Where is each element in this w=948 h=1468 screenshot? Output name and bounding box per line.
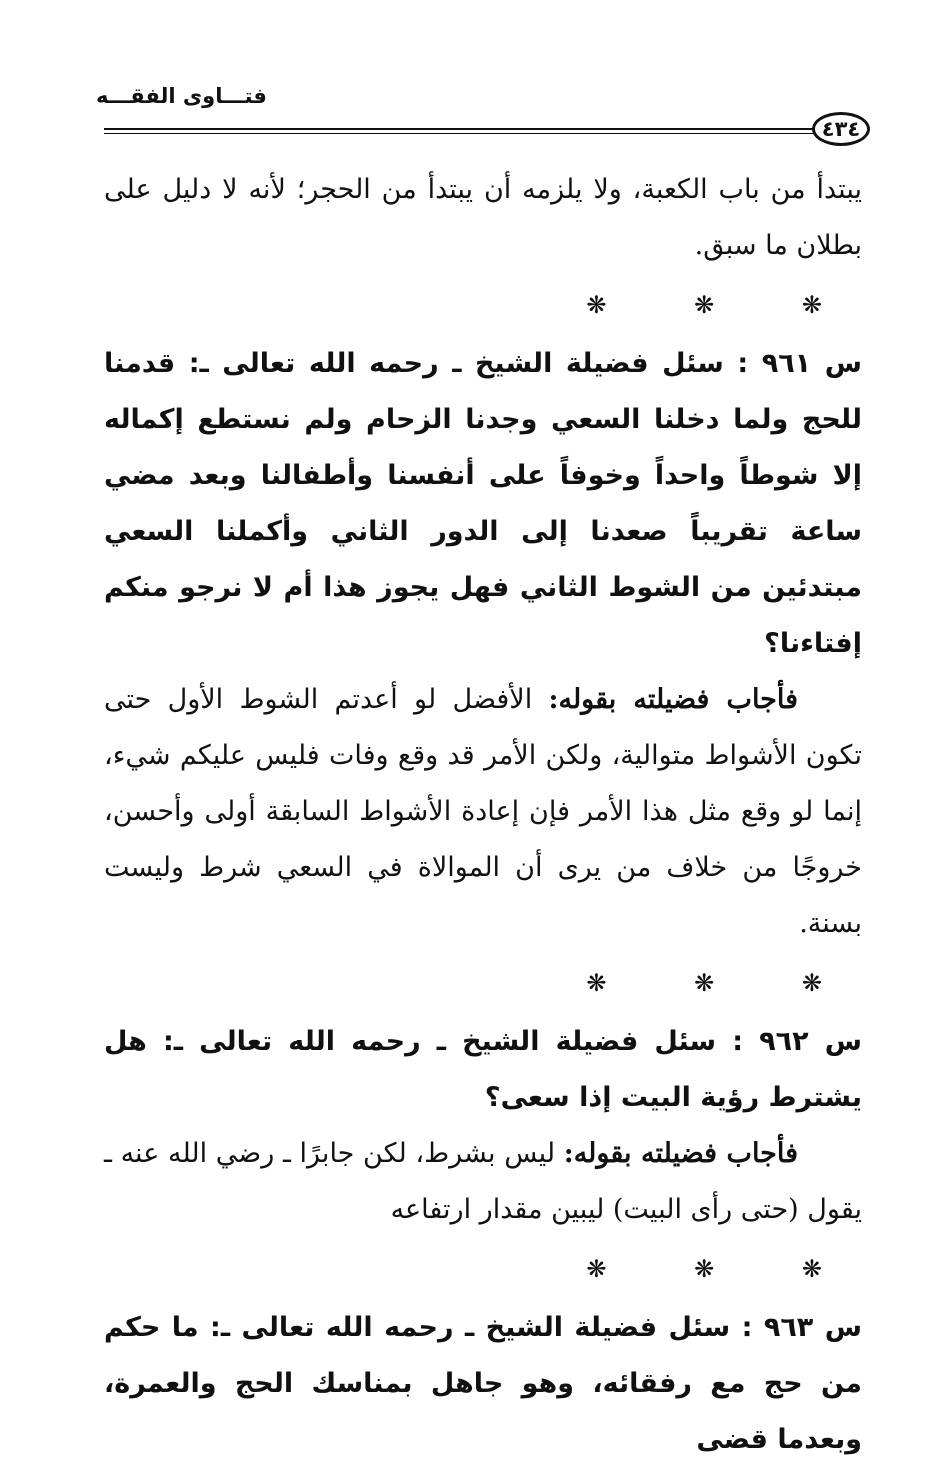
page-number: ٤٣٤ [812, 112, 870, 146]
section-separator: ❋ ❋ ❋ [586, 1255, 862, 1283]
answer-961-text: الأفضل لو أعدتم الشوط الأول حتى تكون الأشواط متوالية، ولكن الأمر قد وقع وفات فليس عليكم شيء، إنما لو وقع مثل هذا الأمر فإن إعادة الأشواط السابقة أولى وأحسن، خروجًا من خلاف من يرى أن الموالاة في السعي شرط وليست بسنة. [104, 684, 862, 939]
answer-962-lead: فأجاب فضيلته بقوله: [563, 1138, 799, 1169]
question-962-text: هل يشترط رؤية البيت إذا سعى؟ [104, 1026, 862, 1113]
question-962-label: س ٩٦٢ : سئل فضيلة الشيخ ـ رحمه الله تعالى ـ: [162, 1026, 862, 1057]
running-title: فتـــاوى الفقـــه [96, 84, 267, 108]
answer-961 [104, 672, 862, 952]
question-961-text: قدمنا للحج ولما دخلنا السعي وجدنا الزحام ولم نستطع إكماله إلا شوطاً واحداً وخوفاً على أنفسنا وأطفالنا وبعد مضي ساعة تقريباً صعدنا إلى الدور الثاني وأكملنا السعي مبتدئين من الشوط الثاني فهل يجوز هذا أم لا نرجو منكم إفتاءنا؟ [104, 348, 862, 659]
question-963 [104, 1300, 862, 1468]
question-961 [104, 336, 862, 672]
answer-962-text: ليس بشرط، لكن جابرًا ـ رضي الله عنه ـ يقول (حتى رأى البيت) ليبين مقدار ارتفاعه [104, 1138, 862, 1225]
question-962 [104, 1014, 862, 1126]
section-separator: ❋ ❋ ❋ [586, 969, 862, 997]
answer-961-lead: فأجاب فضيلته بقوله: [548, 684, 799, 715]
question-961-label: س ٩٦١ : سئل فضيلة الشيخ ـ رحمه الله تعالى ـ: [188, 348, 862, 379]
question-963-label: س ٩٦٣ : سئل فضيلة الشيخ ـ رحمه الله تعالى ـ: [210, 1312, 862, 1343]
continuation-paragraph: يبتدأ من باب الكعبة، ولا يلزمه أن يبتدأ من الحجر؛ لأنه لا دليل على بطلان ما سبق. [104, 174, 862, 261]
header-rule [104, 128, 816, 130]
answer-962 [104, 1126, 862, 1238]
header-rule-thin [104, 133, 816, 134]
question-963-text: ما حكم من حج مع رفقائه، وهو جاهل بمناسك الحج والعمرة، وبعدما قضى [104, 1312, 862, 1455]
page-body [104, 162, 862, 1468]
section-separator: ❋ ❋ ❋ [586, 291, 862, 319]
